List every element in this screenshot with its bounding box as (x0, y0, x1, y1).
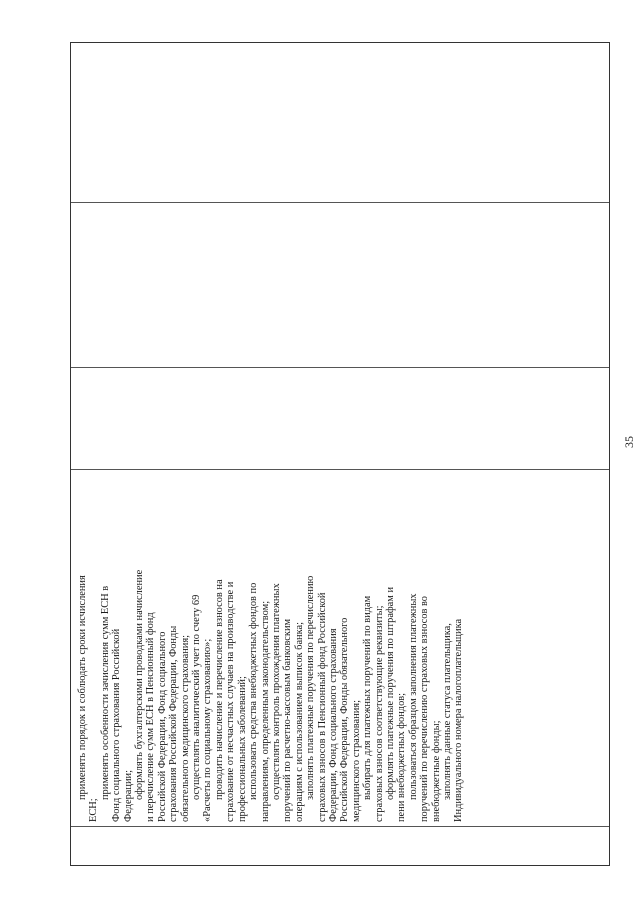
document-table (70, 42, 610, 866)
text-line: пени внебюджетных фондов; (396, 692, 408, 822)
text-line: и перечисление сумм ЕСН в Пенсионный фонд (145, 612, 157, 822)
text-line: Федерации, Фонд социального страхования (327, 628, 339, 822)
text-line: обязательного медицинского страхования; (179, 634, 191, 822)
text-line: применять порядок и соблюдать сроки исчисления (77, 575, 88, 800)
table-cell-skills (71, 469, 609, 827)
text-line: медицинского страхования; (350, 700, 362, 822)
table-cell-index (71, 827, 609, 865)
table-cell-empty-3 (71, 41, 609, 202)
text-line: использовать средства внебюджетных фондов по (248, 582, 260, 800)
text-line: Российской Федерации, Фонд социального (156, 631, 168, 822)
table-cell-empty-1 (71, 367, 609, 469)
text-line: применять особенности зачисления сумм ЕСН в (99, 585, 111, 800)
text-line: ЕСН; (88, 798, 100, 822)
text-line: страховых взносов в Пенсионный фонд Российской (316, 592, 328, 822)
rotated-page (70, 42, 636, 866)
text-line: «Расчеты по социальному страхованию»; (202, 638, 214, 822)
text-line: Федерации; (122, 770, 134, 822)
text-line: заполнять данные статуса плательщика, (442, 623, 453, 800)
text-line: поручений по перечислению страховых взносов во (419, 595, 431, 822)
text-line: осуществлять контроль прохождения платежных (270, 583, 282, 800)
text-line: страхование от несчастных случаев на производстве и (225, 581, 237, 822)
text-line: внебюджетные фонды; (430, 720, 442, 822)
text-line: профессиональных заболеваний; (236, 676, 248, 822)
text-line: поручений по расчетно-кассовым банковским (282, 618, 294, 822)
text-line: выбирать для платежных поручений по видам (362, 595, 374, 800)
page-number: 35 (622, 436, 636, 448)
text-line: осуществлять аналитический учет по счету 69 (191, 594, 203, 800)
text-line: проводить начисление и перечисление взносов на (213, 579, 225, 800)
table-cell-empty-2 (71, 202, 609, 367)
text-line: направлениям, определенным законодательством; (259, 600, 271, 822)
text-line: Индивидуального номера налогоплательщика (453, 618, 465, 822)
text-line: Фонд социального страхования Российской (111, 628, 123, 822)
text-line: пользоваться образцом заполнения платежных (407, 593, 419, 800)
text-line: оформлять бухгалтерскими проводками начисление (134, 569, 146, 800)
text-line: операциям с использованием выписок банка; (293, 621, 305, 822)
text-line: Российской Федерации, Фонды обязательного (339, 617, 351, 822)
text-line: оформлять платежные поручения по штрафам и (384, 586, 396, 800)
text-line: страховых взносов соответствующие реквизиты; (373, 605, 385, 822)
text-line: заполнять платежные поручения по перечислению (305, 575, 317, 800)
text-line: страхования Российской Федерации, Фонды (168, 625, 180, 822)
